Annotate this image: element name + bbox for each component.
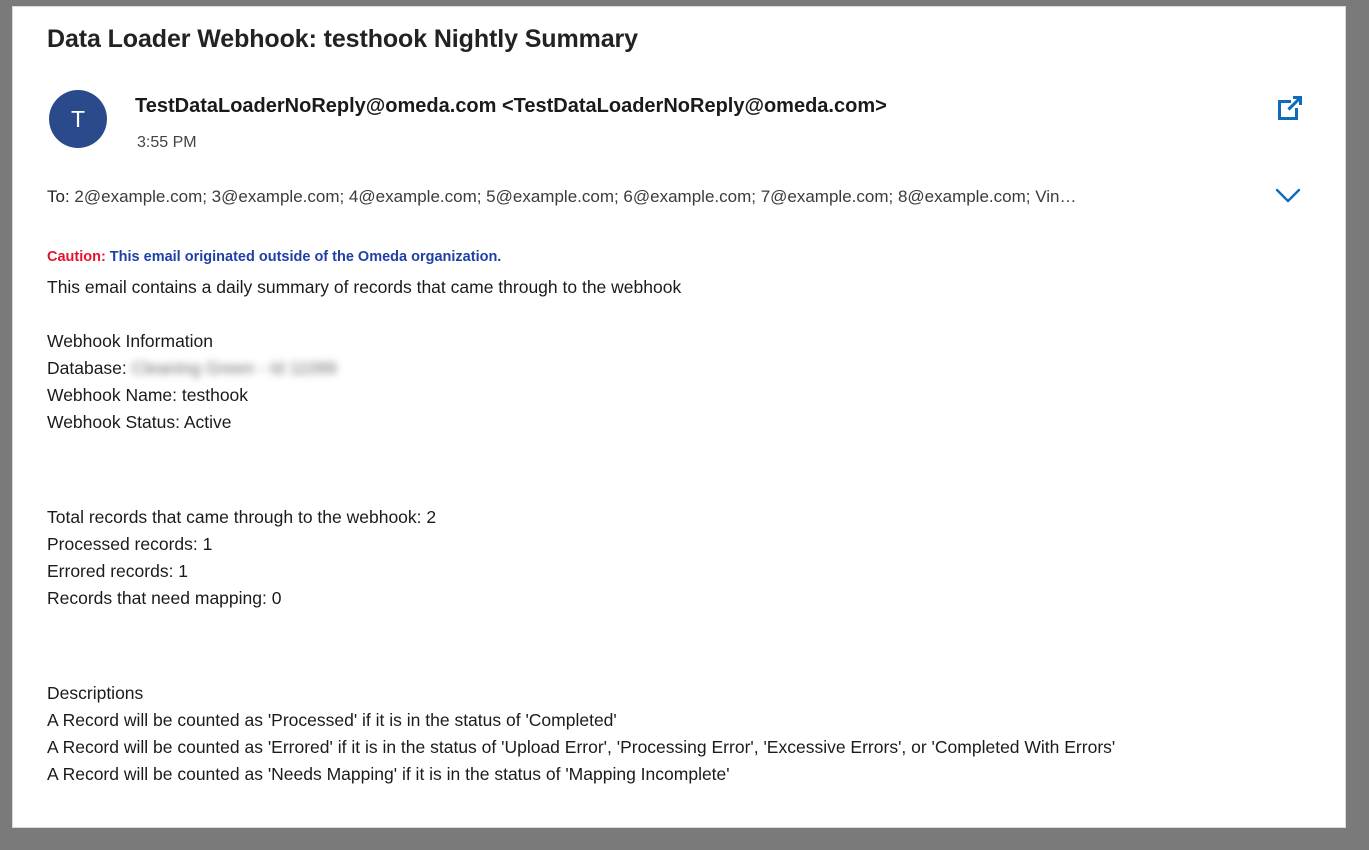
to-recipients[interactable]: 2@example.com; 3@example.com; 4@example.com; 5@example.com; 6@example.com; 7@example.com; 8@example.com; Vin… <box>74 187 1077 206</box>
database-row <box>47 355 1325 382</box>
spacer <box>47 436 1325 463</box>
to-label: To: <box>47 187 70 206</box>
email-body <box>47 244 1325 788</box>
spacer <box>47 612 1325 639</box>
recipients-line <box>47 187 1257 207</box>
webhook-name-row: Webhook Name: testhook <box>47 385 249 405</box>
caution-message: This email originated outside of the Omeda organization. <box>109 249 502 265</box>
open-in-new-window-icon[interactable] <box>1275 93 1305 123</box>
webhook-information-heading: Webhook Information <box>47 331 214 351</box>
need-mapping-records-row: Records that need mapping: 0 <box>47 588 282 608</box>
caution-banner <box>47 244 1325 270</box>
spacer <box>47 639 1325 666</box>
database-value: Cleaning Green - Id 11099 <box>131 358 337 378</box>
chevron-down-icon[interactable] <box>1275 187 1301 205</box>
spacer <box>47 490 1325 504</box>
total-records-row: Total records that came through to the webhook: 2 <box>47 507 437 527</box>
description-mapping: A Record will be counted as 'Needs Mapping' if it is in the status of 'Mapping Incomplete' <box>47 764 730 784</box>
spacer <box>47 666 1325 680</box>
email-reading-pane <box>12 6 1346 828</box>
spacer <box>47 463 1325 490</box>
processed-records-row: Processed records: 1 <box>47 534 213 554</box>
avatar: T <box>49 90 107 148</box>
body-intro: This email contains a daily summary of records that came through to the webhook <box>47 277 682 297</box>
spacer <box>47 301 1325 328</box>
sender-address[interactable]: TestDataLoaderNoReply@omeda.com <TestDataLoaderNoReply@omeda.com> <box>135 95 887 117</box>
database-label: Database: <box>47 358 127 378</box>
errored-records-row: Errored records: 1 <box>47 561 189 581</box>
email-timestamp: 3:55 PM <box>137 134 197 151</box>
description-processed: A Record will be counted as 'Processed' if it is in the status of 'Completed' <box>47 710 617 730</box>
webhook-status-row: Webhook Status: Active <box>47 412 232 432</box>
descriptions-heading: Descriptions <box>47 683 144 703</box>
caution-label: Caution: <box>47 249 106 265</box>
email-subject: Data Loader Webhook: testhook Nightly Summary <box>47 25 638 53</box>
description-errored: A Record will be counted as 'Errored' if it is in the status of 'Upload Error', 'Processing Error', 'Excessive Errors', or 'Completed With Errors' <box>47 737 1116 757</box>
